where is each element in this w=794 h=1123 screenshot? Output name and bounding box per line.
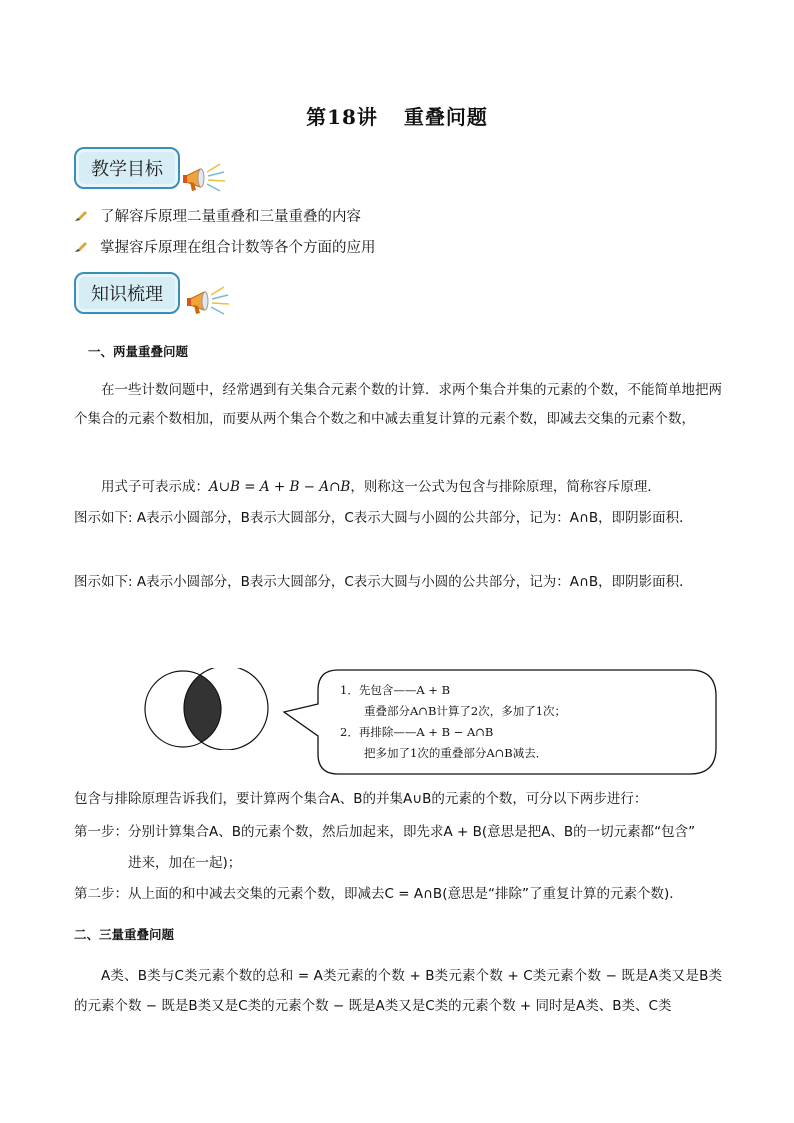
principle-text: 包含与排除原理告诉我们，要计算两个集合A、B的并集A∪B的元素的个数，可分以下两步进行： [74, 791, 648, 807]
venn-diagram [140, 668, 272, 750]
formula-line [101, 475, 661, 495]
formula-prefix: 用式子可表示成： [101, 479, 209, 495]
section1-intro: 在一些计数问题中，经常遇到有关集合元素个数的计算．求两个集合并集的元素的个数，不能简单地把两个集合的元素个数相加，而要从两个集合个数之和中减去重复计算的元素个数，即减去交集的元素个数， [74, 382, 722, 427]
section1-heading: 一、两量重叠问题 [88, 344, 189, 359]
goal-item [74, 205, 361, 226]
goal-item [74, 236, 376, 257]
lecture-topic: 重叠问题 [403, 105, 488, 129]
goal-text: 掌握容斥原理在组合计数等各个方面的应用 [100, 240, 376, 256]
goals-tag [74, 147, 180, 189]
goals-tag-label: 教学目标 [91, 159, 163, 180]
section2-text: A类、B类与C类元素个数的总和 = A类元素的个数 + B类元素个数 + C类元素个数 − 既是A类又是B类的元素个数 − 既是B类又是C类的元素个数 − 既是A类又是C类的元素个数 + 同时是A类、B类、C类 [74, 968, 722, 1014]
figure-note-repeat: 图示如下: A表示小圆部分，B表示大圆部分，C表示大圆与小圆的公共部分，记为：A∩B，即阴影面积． [74, 574, 693, 590]
callout-line: 把多加了1次的重叠部分A∩B减去． [364, 746, 548, 760]
megaphone-icon [182, 160, 228, 196]
step1-text: 第一步：分别计算集合A、B的元素个数，然后加起来，即先求A + B(意思是把A、B的一切元素都“包含” [74, 824, 696, 840]
step1-continued: 进来，加在一起)； [128, 855, 242, 871]
formula-suffix: ，则称这一公式为包含与排除原理，简称容斥原理． [350, 479, 661, 495]
page-title [0, 101, 794, 130]
goal-text: 了解容斥原理二量重叠和三量重叠的内容 [100, 209, 361, 225]
callout-line: 重叠部分A∩B计算了2次，多加了1次； [364, 704, 567, 718]
pen-bullet-icon [74, 240, 88, 254]
knowledge-tag-label: 知识梳理 [91, 284, 163, 305]
megaphone-icon [186, 283, 232, 319]
section2-heading: 二、三量重叠问题 [74, 927, 175, 942]
pen-bullet-icon [74, 209, 88, 223]
knowledge-tag [74, 272, 180, 314]
step2-text: 第二步：从上面的和中减去交集的元素个数，即减去C = A∩B(意思是“排除”了重复计算的元素个数)． [74, 886, 683, 902]
lecture-number: 第18讲 [306, 105, 378, 129]
callout-line: 1．先包含——A + B [340, 683, 451, 697]
formula: A∪B = A + B − A∩B [209, 479, 351, 495]
figure-note: 图示如下: A表示小圆部分，B表示大圆部分，C表示大圆与小圆的公共部分，记为：A∩B，即阴影面积． [74, 510, 693, 526]
callout-line: 2．再排除——A + B − A∩B [340, 725, 494, 739]
